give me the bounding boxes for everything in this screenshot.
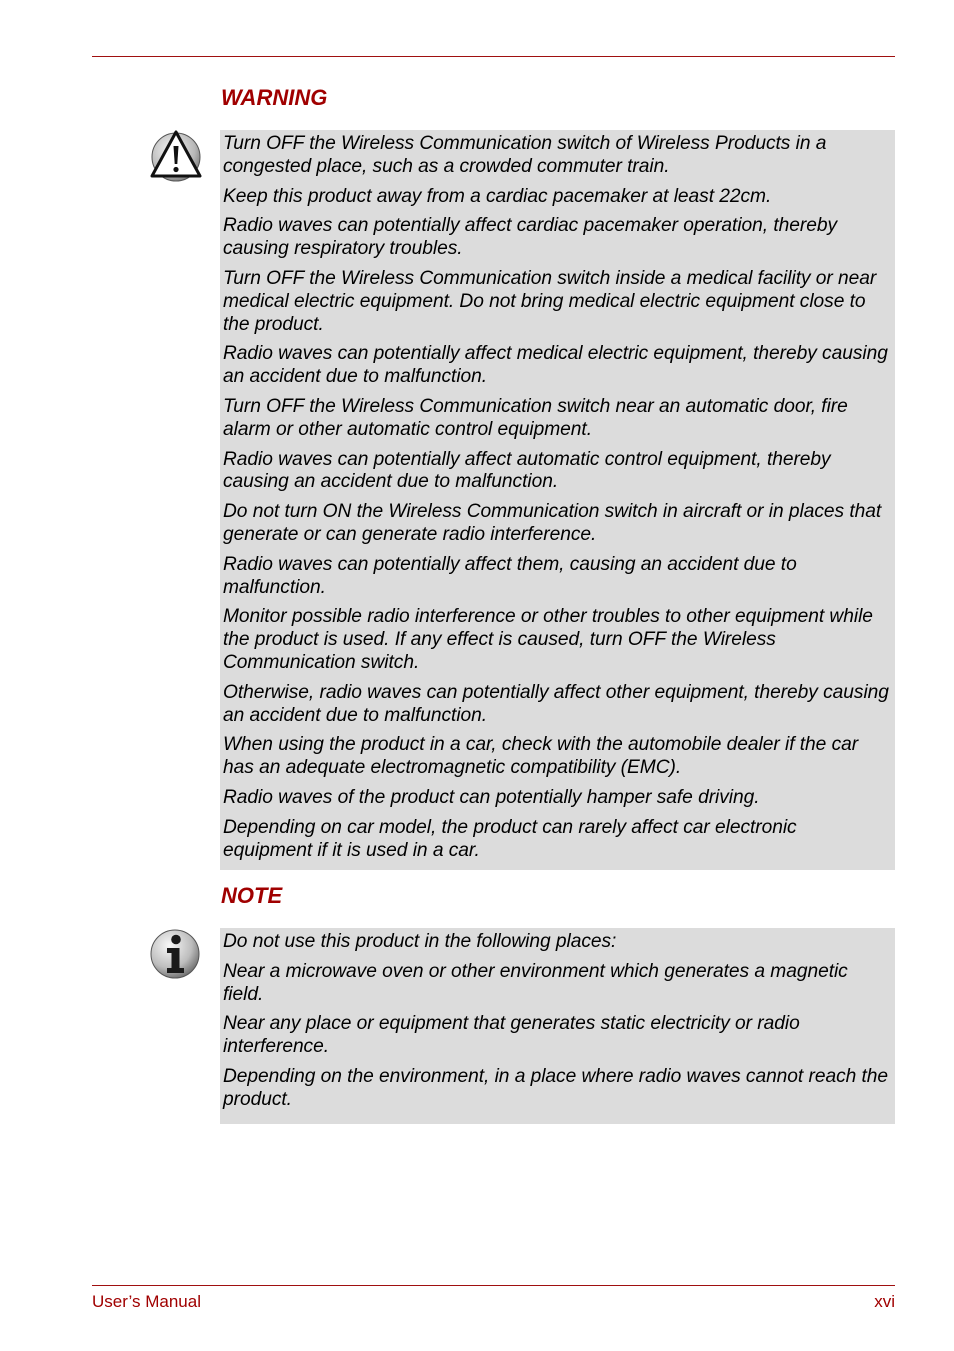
footer-rule: [92, 1285, 895, 1286]
note-paragraph: Depending on the environment, in a place where radio waves cannot reach the product.: [223, 1065, 889, 1110]
warning-paragraph: Do not turn ON the Wireless Communication switch in aircraft or in places that generate or can generate radio interference.: [223, 501, 882, 545]
warning-paragraph: Radio waves of the product can potentially hamper safe driving.: [223, 786, 760, 808]
header-rule: [92, 56, 895, 57]
warning-paragraph: Turn OFF the Wireless Communication switch inside a medical facility or near medical electric equipment. Do not bring medical electric equipment close to the product.: [223, 267, 877, 335]
warning-triangle-icon: [150, 130, 202, 182]
warning-paragraph: Turn OFF the Wireless Communication switch of Wireless Products in a congested place, such as a crowded commuter train.: [223, 133, 827, 177]
note-paragraph: Near any place or equipment that generates static electricity or radio interference.: [223, 1013, 800, 1058]
warning-paragraph: Monitor possible radio interference or other troubles to other equipment while the product is used. If any effect is caused, turn OFF the Wireless Communication switch.: [223, 606, 873, 673]
warning-paragraph: Radio waves can potentially affect medical electric equipment, thereby causing an accident due to malfunction.: [223, 343, 888, 388]
warning-paragraph: Radio waves can potentially affect them, causing an accident due to malfunction.: [223, 553, 797, 598]
info-icon: [150, 928, 202, 980]
warning-paragraph: Keep this product away from a cardiac pacemaker at least 22cm.: [223, 185, 772, 207]
warning-paragraph: Radio waves can potentially affect automatic control equipment, thereby causing an accident due to malfunction.: [223, 448, 831, 493]
footer-manual-title: User’s Manual: [92, 1292, 201, 1311]
warning-heading: WARNING: [221, 85, 328, 110]
note-paragraph: Near a microwave oven or other environment which generates a magnetic field.: [223, 960, 848, 1005]
note-paragraph: Do not use this product in the following places:: [223, 931, 617, 952]
warning-paragraph: When using the product in a car, check with the automobile dealer if the car has an adequate electromagnetic compatibility (EMC).: [223, 734, 859, 779]
warning-paragraph: Depending on car model, the product can rarely affect car electronic equipment if it is used in a car.: [223, 816, 797, 861]
warning-box: [220, 130, 895, 870]
note-heading: NOTE: [221, 883, 283, 908]
note-box: [220, 928, 895, 1124]
page-number: xvi: [874, 1292, 895, 1311]
warning-paragraph: Radio waves can potentially affect cardiac pacemaker operation, thereby causing respiratory troubles.: [223, 215, 837, 260]
warning-paragraph: Turn OFF the Wireless Communication switch near an automatic door, fire alarm or other automatic control equipment.: [223, 395, 848, 440]
warning-paragraph: Otherwise, radio waves can potentially affect other equipment, thereby causing an accident due to malfunction.: [223, 681, 889, 726]
